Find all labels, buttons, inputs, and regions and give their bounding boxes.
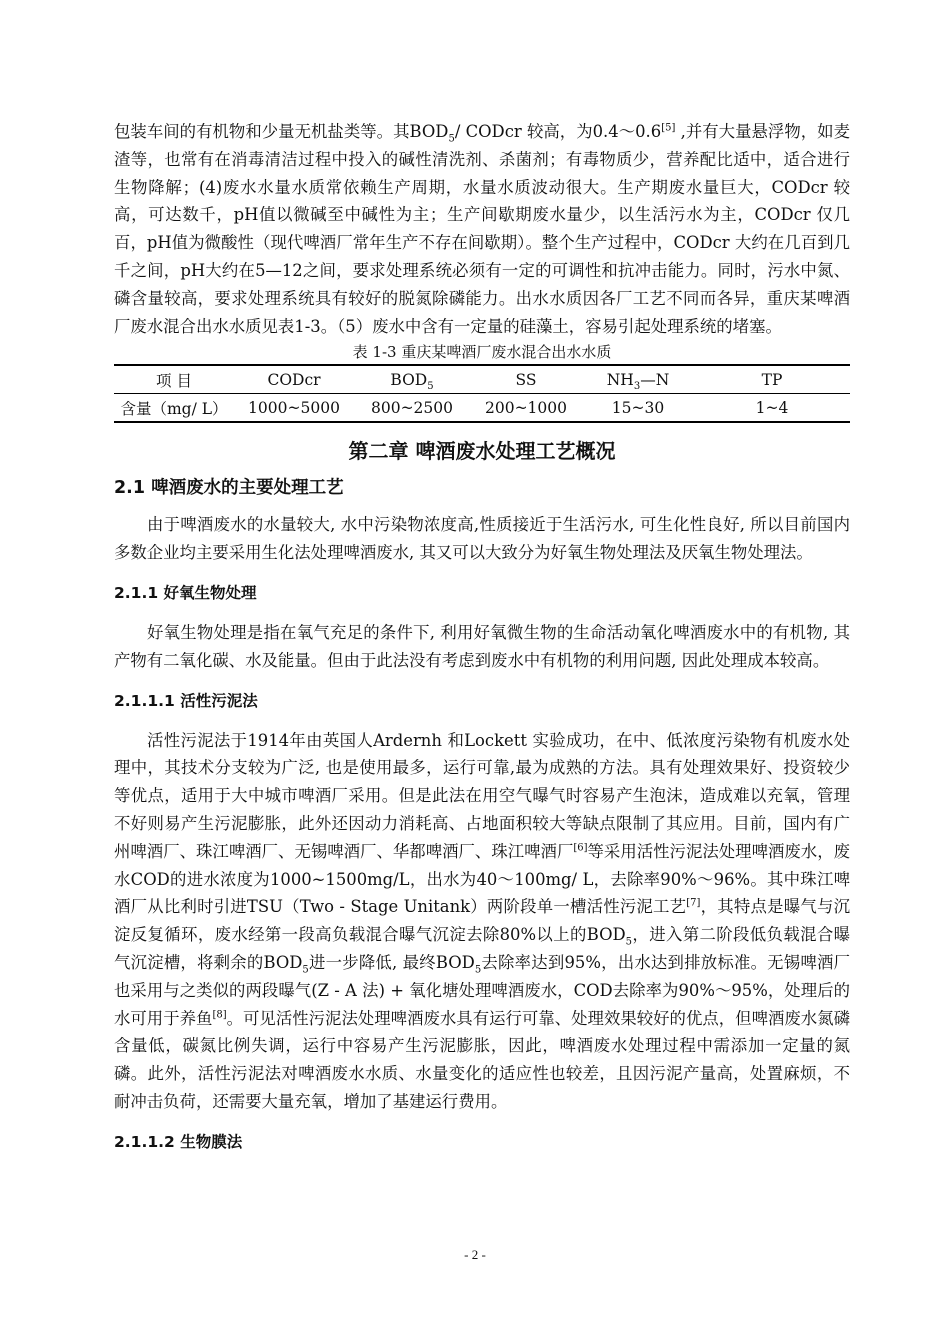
section-2-1-1-paragraph: 好氧生物处理是指在氧气充足的条件下, 利用好氧微生物的生命活动氧化啤酒废水中的有机物, 其产物有二氧化碳、水及能量。但由于此法没有考虑到废水中有机物的利用问题, 因此处理成本较高。 (114, 622, 850, 670)
section-2-1-1-heading: 2.1.1 好氧生物处理 (114, 583, 257, 602)
section-2-1-heading: 2.1 啤酒废水的主要处理工艺 (114, 478, 344, 499)
cell-tp: 1~4 (694, 394, 850, 423)
water-quality-table (114, 364, 850, 423)
citation-7: [7] (686, 897, 701, 909)
document-page (114, 118, 850, 1168)
table-caption: 表 1-3 重庆某啤酒厂废水混合出水水质 (352, 343, 612, 362)
citation-5: [5] (661, 122, 676, 134)
page-number: - 2 - (464, 1247, 486, 1262)
header-codcr: CODcr (234, 365, 354, 394)
header-tp: TP (694, 365, 850, 394)
cell-bod: 800~2500 (354, 394, 470, 423)
section-2-1-1-2-heading: 2.1.1.2 生物膜法 (114, 1132, 243, 1151)
section-2-1-1-1-heading: 2.1.1.1 活性污泥法 (114, 691, 258, 710)
cell-nh3n: 15~30 (582, 394, 694, 423)
section-2-1-paragraph: 由于啤酒废水的水量较大, 水中污染物浓度高,性质接近于生活污水, 可生化性良好, 所以目前国内多数企业均主要采用生化法处理啤酒废水, 其又可以大致分为好氧生物处理法及厌氧生物处理法。 (114, 515, 850, 563)
citation-6: [6] (573, 842, 588, 854)
activated-sludge-paragraph: 活性污泥法于1914年由英国人Ardernh 和Lockett 实验成功，在中、低浓度污染物有机废水处理中，其技术分支较为广泛, 也是使用最多，运行可靠,最为成熟的方法。具有处理效果好、投资较少等优点，适用于大中城市啤酒厂采用。但是此法在用空气曝气时容易产生泡沫，造成难以充氧，管理不好则易产生污泥膨胀，此外还因动力消耗高、占地面积较大等缺点限制了其应用。目前，国内有广州啤酒厂、珠江啤酒厂、无锡啤酒厂、华都啤酒厂、珠江啤酒厂[6]等采用活性污泥法处理啤酒废水，废水COD的进水浓度为1000~1500mg/L，出水为40～100mg/ L，去除率90%～96%。其中珠江啤酒厂从比利时引进TSU（Two - Stage Unitank）两阶段单一槽活性污泥工艺[7]，其特点是曝气与沉淀反复循环，废水经第一段高负载混合曝气沉淀去除80%以上的$BOD_5$，进入第二阶段低负载混合曝气沉淀槽，将剩余的$BOD_5$进一步降低, 最终$BOD_5$去除率达到95%，出水达到排放标准。无锡啤酒厂也采用与之类似的两段曝气(Z - A 法) + 氧化塘处理啤酒废水，COD去除率为90%～95%，处理后的水可用于养鱼[8]。可见活性污泥法处理啤酒废水具有运行可靠、处理效果较好的优点，但啤酒废水氮磷含量低，碳氮比例失调，运行中容易产生污泥膨胀，因此，啤酒废水处理过程中需添加一定量的氮磷。此外，活性污泥法对啤酒废水水质、水量变化的适应性也较差，且因污泥产量高，处置麻烦，不耐冲击负荷，还需要大量充氧，增加了基建运行费用。 (114, 730, 851, 1111)
intro-paragraph: 包装车间的有机物和少量无机盐类等。其$BOD_5/$ CODcr 较高，为0.4～0.6[5] ,并有大量悬浮物，如麦渣等，也常有在消毒清洁过程中投入的碱性清洗剂、杀菌剂；有毒物质少，营养配比适中，适合进行生物降解；(4)废水水量水质常依赖生产周期，水量水质波动很大。生产期废水量巨大，CODcr 较高，可达数千，pH值以微碱至中碱性为主；生产间歇期废水量少，以生活污水为主，CODcr 仅几百，pH值为微酸性（现代啤酒厂常年生产不存在间歇期）。整个生产过程中，CODcr 大约在几百到几千之间，pH大约在5—12之间，要求处理系统必须有一定的可调性和抗冲击能力。同时，污水中氮、磷含量较高，要求处理系统具有较好的脱氮除磷能力。出水水质因各厂工艺不同而各异，重庆某啤酒厂废水混合出水水质见表1-3。（5）废水中含有一定量的硅藻土，容易引起处理系统的堵塞。 (114, 122, 850, 336)
cell-codcr: 1000~5000 (234, 394, 354, 423)
table-header-row (114, 365, 850, 394)
citation-8: [8] (212, 1009, 227, 1021)
header-bod: $BOD_5$ (354, 365, 470, 394)
header-ss: SS (470, 365, 582, 394)
table-row (114, 394, 850, 423)
header-item: 项 目 (114, 365, 234, 394)
cell-ss: 200~1000 (470, 394, 582, 423)
cell-label: 含量（mg/ L） (114, 394, 234, 423)
header-nh3n: $NH_3—N$ (582, 365, 694, 394)
chapter-title: 第二章 啤酒废水处理工艺概况 (348, 439, 616, 464)
